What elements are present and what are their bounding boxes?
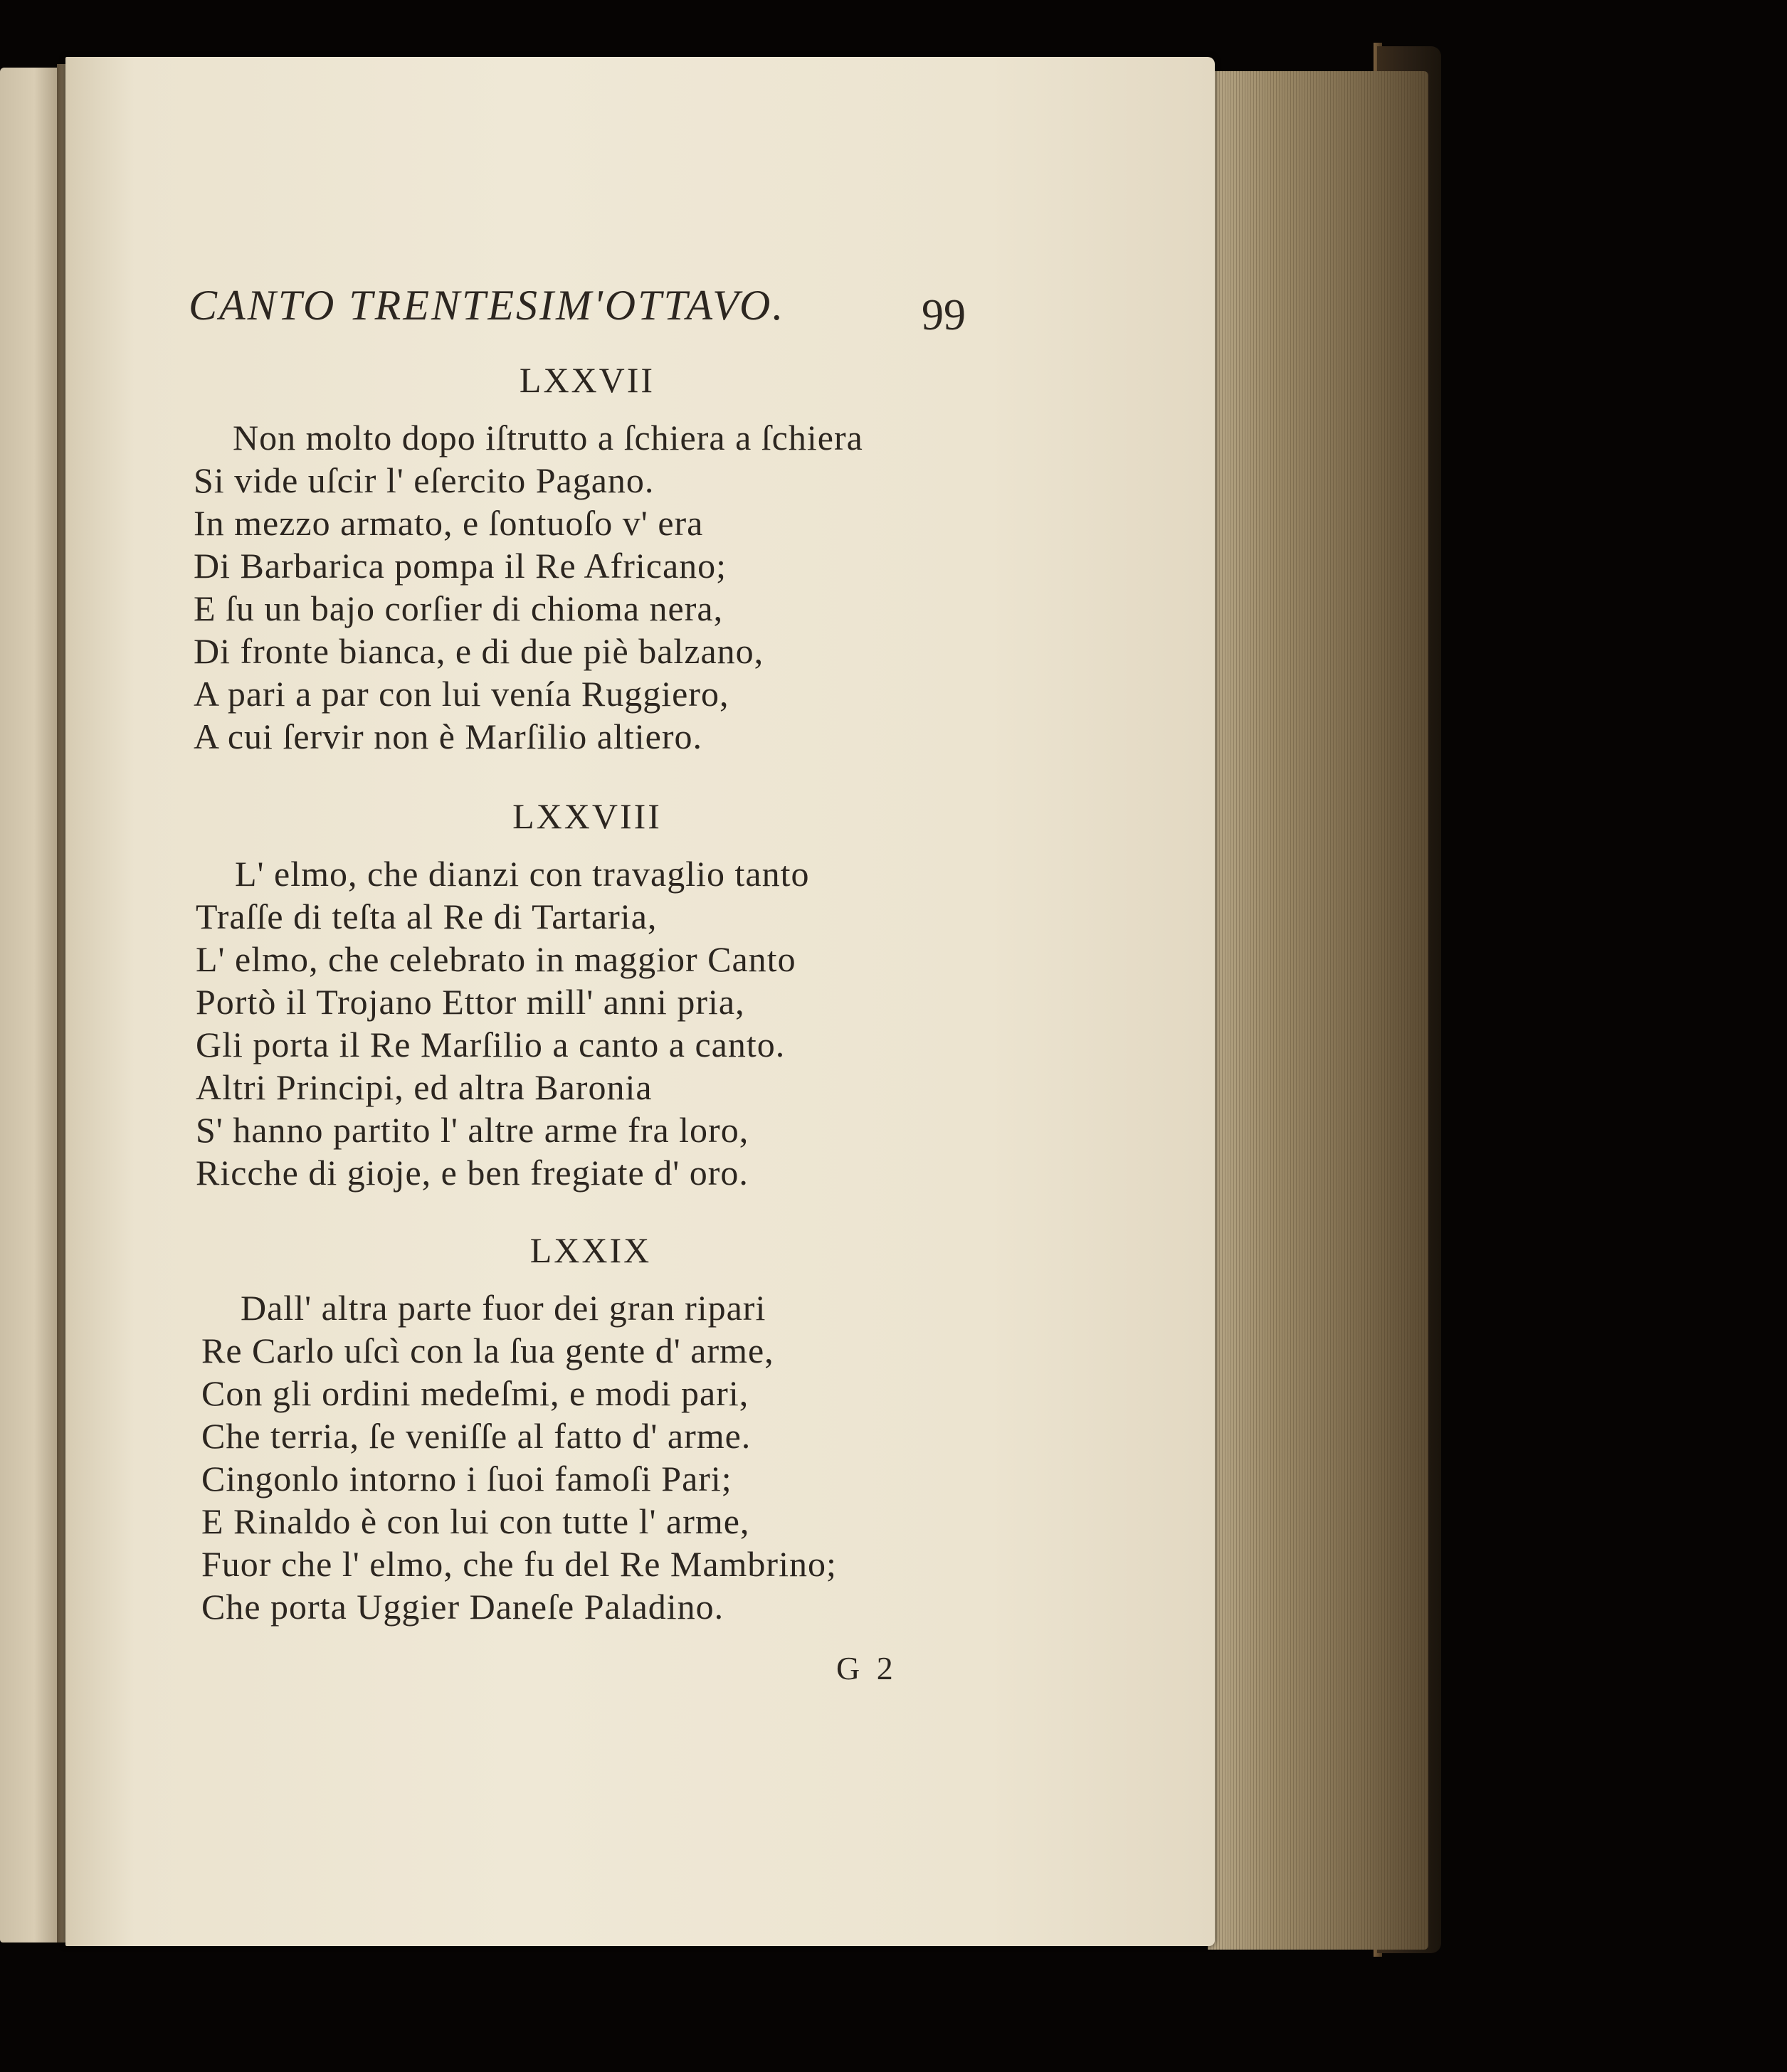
- page-edges: [1208, 71, 1428, 1950]
- stanza-number: LXXVII: [519, 360, 655, 400]
- verse-line: Fuor che l' elmo, che fu del Re Mambrino;: [201, 1544, 837, 1584]
- verse-line: E Rinaldo è con lui con tutte l' arme,: [201, 1501, 750, 1541]
- verse-line: Altri Principi, ed altra Baronia: [196, 1067, 653, 1107]
- stanza: [201, 1286, 837, 1628]
- left-page-edge: [0, 68, 63, 1942]
- stanza-number: LXXIX: [529, 1230, 652, 1270]
- verse-line: Con gli ordini medeſmi, e modi pari,: [201, 1373, 749, 1413]
- signature-mark: G 2: [836, 1650, 897, 1686]
- verse-line: Traſſe di teſta al Re di Tartaria,: [196, 897, 658, 936]
- verse-line: Cingonlo intorno i ſuoi famoſi Pari;: [201, 1459, 732, 1498]
- verse-line: L' elmo, che dianzi con travaglio tanto: [235, 854, 810, 894]
- verse-line: E ſu un bajo corſier di chioma nera,: [194, 588, 724, 628]
- verse-line: Ricche di gioje, e ben fregiate d' oro.: [196, 1153, 749, 1193]
- verse-line: In mezzo armato, e ſontuoſo v' era: [194, 503, 704, 543]
- verse-line: Dall' altra parte fuor dei gran ripari: [241, 1288, 766, 1328]
- verse-line: Si vide uſcir l' eſercito Pagano.: [194, 460, 655, 500]
- stanza: [196, 852, 809, 1194]
- verse-line: Re Carlo uſcì con la ſua gente d' arme,: [201, 1331, 774, 1370]
- page-number: 99: [922, 291, 966, 339]
- verse-line: Di Barbarica pompa il Re Africano;: [194, 546, 727, 586]
- verse-line: Che terria, ſe veniſſe al fatto d' arme.: [201, 1416, 752, 1456]
- verse-line: A cui ſervir non è Marſilio altiero.: [194, 717, 702, 756]
- verse-line: Non molto dopo iſtrutto a ſchiera a ſchiera: [233, 418, 863, 458]
- verse-line: A pari a par con lui venía Ruggiero,: [194, 674, 729, 714]
- verse-line: Che porta Uggier Daneſe Paladino.: [201, 1587, 724, 1627]
- verse-line: Gli porta il Re Marſilio a canto a canto.: [196, 1025, 786, 1064]
- verse-line: Di fronte bianca, e di due piè balzano,: [194, 631, 764, 671]
- verse-line: L' elmo, che celebrato in maggior Canto: [196, 939, 796, 979]
- verse-line: Portò il Trojano Ettor mill' anni pria,: [196, 982, 745, 1022]
- verse-line: S' hanno partito l' altre arme fra loro,: [196, 1110, 749, 1150]
- running-head: CANTO TRENTESIM'OTTAVO.: [189, 282, 786, 329]
- stanza: [194, 416, 863, 758]
- stanza-number: LXXVIII: [512, 796, 662, 836]
